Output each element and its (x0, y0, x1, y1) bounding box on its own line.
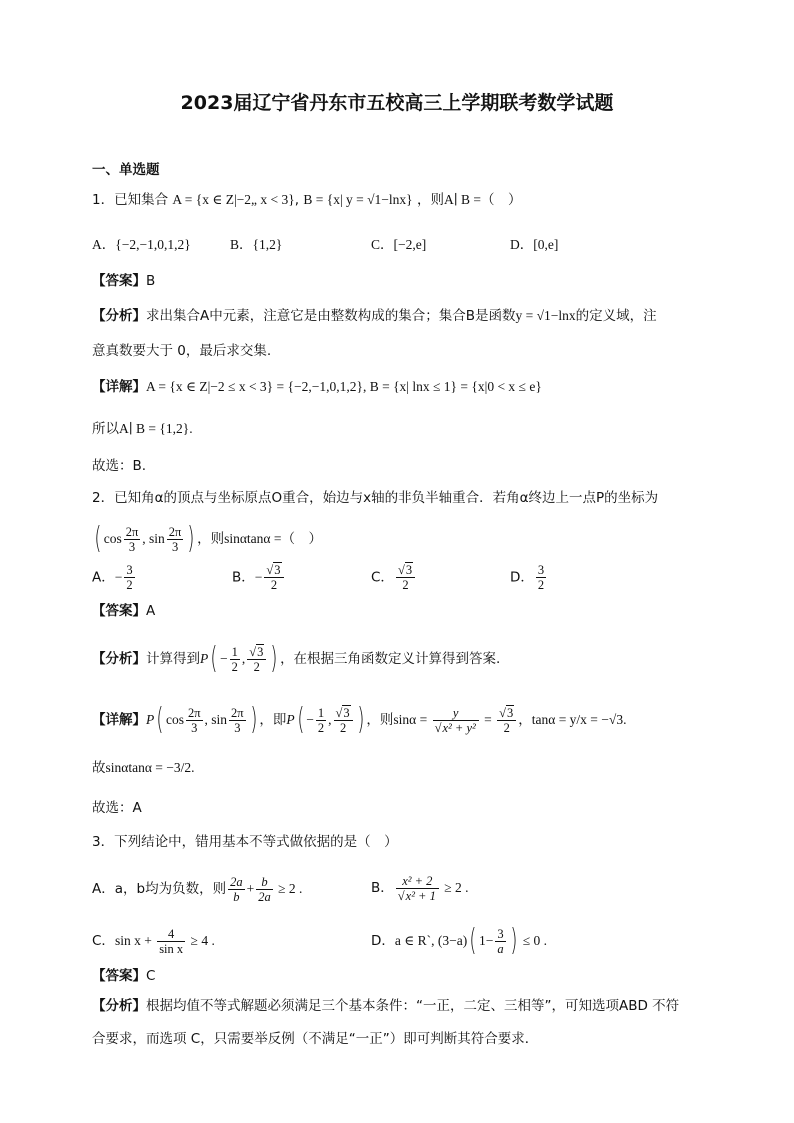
q3-option-d: D．a ∈ R`, (3−a)( 1− $\frac{3}{a}$ ) ≤ 0 . (371, 923, 547, 958)
q2-stem: 2．已知角α的顶点与坐标原点O重合，始边与x轴的非负半轴重合．若角α终边上一点P的坐标为 (92, 490, 659, 506)
q1-option-a: A．{−2,−1,0,1,2} (92, 237, 191, 252)
q1-stem: 1．已知集合 A = {x ∈ Z|−2„ x < 3}, B = {x| y = √1−lnx} ，则A∣ B =（ ） (92, 192, 522, 208)
q2-choose: 故选：A (92, 800, 142, 816)
q2-analysis: 【分析】计算得到P( − $\frac{1}{2}$ , $\frac{√3}{2}$ ) ，在根据三角函数定义计算得到答案. (92, 641, 501, 676)
section-heading: 一、单选题 (92, 162, 160, 178)
q1-analysis-cont: 意真数要大于 0，最后求交集. (92, 343, 272, 359)
q3-analysis-cont: 合要求，而选项 C，只需要举反例（不满足“一正”）即可判断其符合要求． (92, 1031, 539, 1047)
q3-stem: 3．下列结论中，错用基本不等式做依据的是（ ） (92, 834, 398, 850)
q2-answer: 【答案】A (92, 603, 156, 619)
q1-analysis: 【分析】求出集合A中元素，注意它是由整数构成的集合；集合B是函数y = √1−lnx的定义域，注 (92, 308, 657, 324)
q2-option-b: B．− $\frac{√3}{2}$ (232, 563, 286, 592)
page-title: 2023届辽宁省丹东市五校高三上学期联考数学试题 (180, 92, 614, 114)
q3-analysis: 【分析】根据均值不等式解题必须满足三个基本条件：“一正，二定、三相等”，可知选项ABD 不符 (92, 998, 680, 1014)
q2-detail: 【详解】P( cos $\frac{2\pi}{3}$ , sin $\frac{2\pi}{3}$ ) ，即P( − $\frac{1}{2}$ , $\frac{√3}{2}$ ) ，则sinα = $\frac{y}{\text{√x² + y²}}$ = $\frac{√3}{2}$ ，tanα = y/x = −√3. (92, 702, 627, 737)
q1-set-a: A = {x ∈ Z|−2„ x < 3} (172, 192, 295, 207)
q1-option-c: C．[−2,e] (371, 237, 427, 252)
q2-point: ( cos $\frac{2\pi}{3}$ , sin $\frac{2\pi}{3}$ ) ，则sinαtanα =（ ） (94, 521, 322, 556)
q3-answer: 【答案】C (92, 968, 156, 984)
q3-option-b: B． $\frac{\text{x² + 2}}{\text{√x² + 1}}$ ≥ 2 . (371, 873, 469, 903)
q2-option-a: A．− $\frac{3}{2}$ (92, 563, 133, 592)
q1-option-b: B．{1,2} (230, 237, 283, 252)
q1-option-d: D．[0,e] (510, 237, 559, 252)
q1-detail: 【详解】A = {x ∈ Z|−2 ≤ x < 3} = {−2,−1,0,1,2}, B = {x| lnx ≤ 1} = {x|0 < x ≤ e} (92, 379, 542, 395)
q3-option-c: C．sin x + $\frac{4}{\text{sin x}}$ ≥ 4 . (92, 926, 215, 956)
q1-conclusion: 所以A∣ B = {1,2}. (92, 421, 193, 436)
q2-option-d: D． $\frac{3}{2}$ (510, 563, 545, 592)
q1-set-b: B = {x| y = √1−lnx} (303, 192, 413, 207)
q2-conclusion: 故sinαtanα = −3/2. (92, 760, 195, 775)
q2-option-c: C． $\frac{√3}{2}$ (371, 563, 417, 592)
q3-option-a: A．a，b均为负数，则 $\frac{2a}{b}$ + $\frac{b}{2a}$ ≥ 2 . (92, 874, 303, 904)
q1-choose: 故选：B. (92, 458, 147, 474)
q1-answer: 【答案】B (92, 273, 156, 289)
